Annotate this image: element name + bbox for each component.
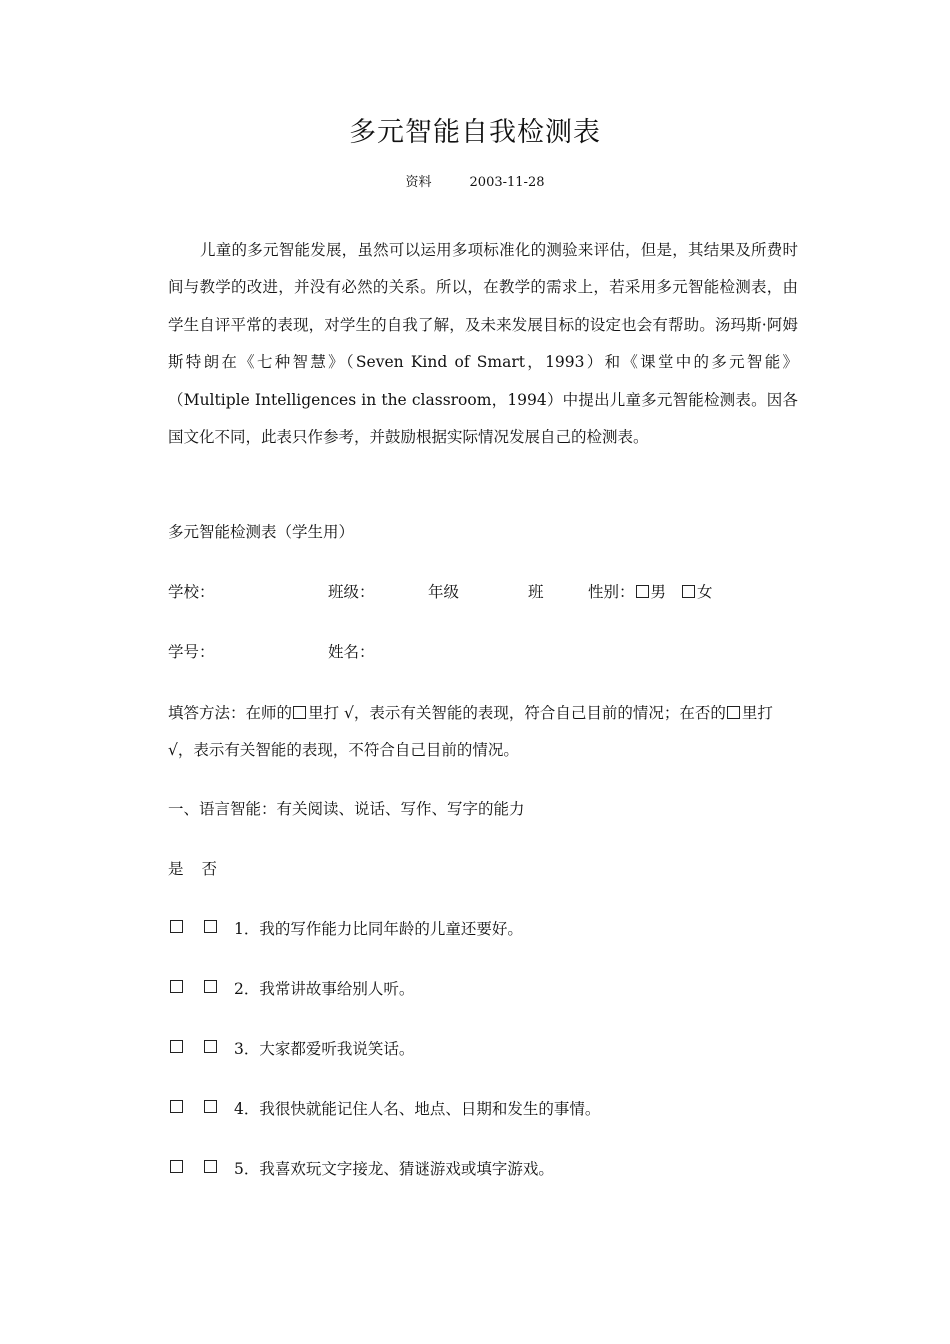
- instructions-yes-box: [293, 706, 306, 719]
- yes-no-header: [168, 857, 217, 879]
- section1-title: 一、语言智能：有关阅读、说话、写作、写字的能力: [168, 800, 525, 818]
- meta-line: [0, 171, 950, 190]
- name-label: 姓名：: [328, 643, 375, 661]
- gender-field: [588, 580, 712, 602]
- no-checkbox[interactable]: [204, 1160, 217, 1173]
- grade-label: 年级: [428, 583, 460, 601]
- instructions-part3: 里打 √，表示有关智能的表现，不符合自己目前的情况。: [168, 704, 773, 760]
- yes-label: 是: [168, 860, 184, 878]
- yes-checkbox[interactable]: [170, 980, 183, 993]
- intro-paragraph: 儿童的多元智能发展，虽然可以运用多项标准化的测验来评估，但是，其结果及所费时间与教学的改进，并没有必然的关系。所以，在教学的需求上，若采用多元智能检测表，由学生自评平常的表现，对学生的自我了解，及未来发展目标的设定也会有帮助。汤玛斯·阿姆斯特朗在《七种智慧》（Seven Kind of Smart，1993）和《课堂中的多元智能》（Multiple Intelligences in the classroom，1994）中提出儿童多元智能检测表。因各国文化不同，此表只作参考，并鼓励根据实际情况发展自己的检测表。: [168, 241, 798, 447]
- school-label: 学校：: [168, 583, 215, 601]
- ban-label: 班: [528, 583, 544, 601]
- yes-checkbox[interactable]: [170, 1100, 183, 1113]
- item-text: 4．我很快就能记住人名、地点、日期和发生的事情。: [234, 1100, 601, 1118]
- instructions: [168, 695, 798, 770]
- no-checkbox[interactable]: [204, 920, 217, 933]
- no-checkbox[interactable]: [204, 980, 217, 993]
- instructions-no-box: [727, 706, 740, 719]
- item-text: 1．我的写作能力比同年龄的儿童还要好。: [234, 920, 523, 938]
- page-title: 多元智能自我检测表: [349, 117, 601, 148]
- no-checkbox[interactable]: [204, 1100, 217, 1113]
- gender-label: 性别：: [588, 583, 635, 601]
- item-text: 2．我常讲故事给别人听。: [234, 980, 415, 998]
- form-title: 多元智能检测表（学生用）: [168, 523, 355, 541]
- student-id-label: 学号：: [168, 643, 215, 661]
- male-label: 男: [650, 583, 667, 601]
- male-checkbox[interactable]: [636, 585, 649, 598]
- meta-source: 资料: [405, 175, 432, 190]
- female-label: 女: [696, 583, 713, 601]
- no-checkbox[interactable]: [204, 1040, 217, 1053]
- meta-date: 2003-11-28: [469, 175, 545, 190]
- item-text: 3．大家都爱听我说笑话。: [234, 1040, 415, 1058]
- female-checkbox[interactable]: [682, 585, 695, 598]
- yes-checkbox[interactable]: [170, 1160, 183, 1173]
- instructions-part1: 填答方法：在师的: [168, 704, 293, 722]
- instructions-part2: 里打 √，表示有关智能的表现，符合自己目前的情况；在否的: [308, 704, 726, 722]
- class-label: 班级：: [328, 583, 375, 601]
- no-label: 否: [201, 860, 218, 878]
- yes-checkbox[interactable]: [170, 920, 183, 933]
- item-text: 5．我喜欢玩文字接龙、猜谜游戏或填字游戏。: [234, 1160, 554, 1178]
- yes-checkbox[interactable]: [170, 1040, 183, 1053]
